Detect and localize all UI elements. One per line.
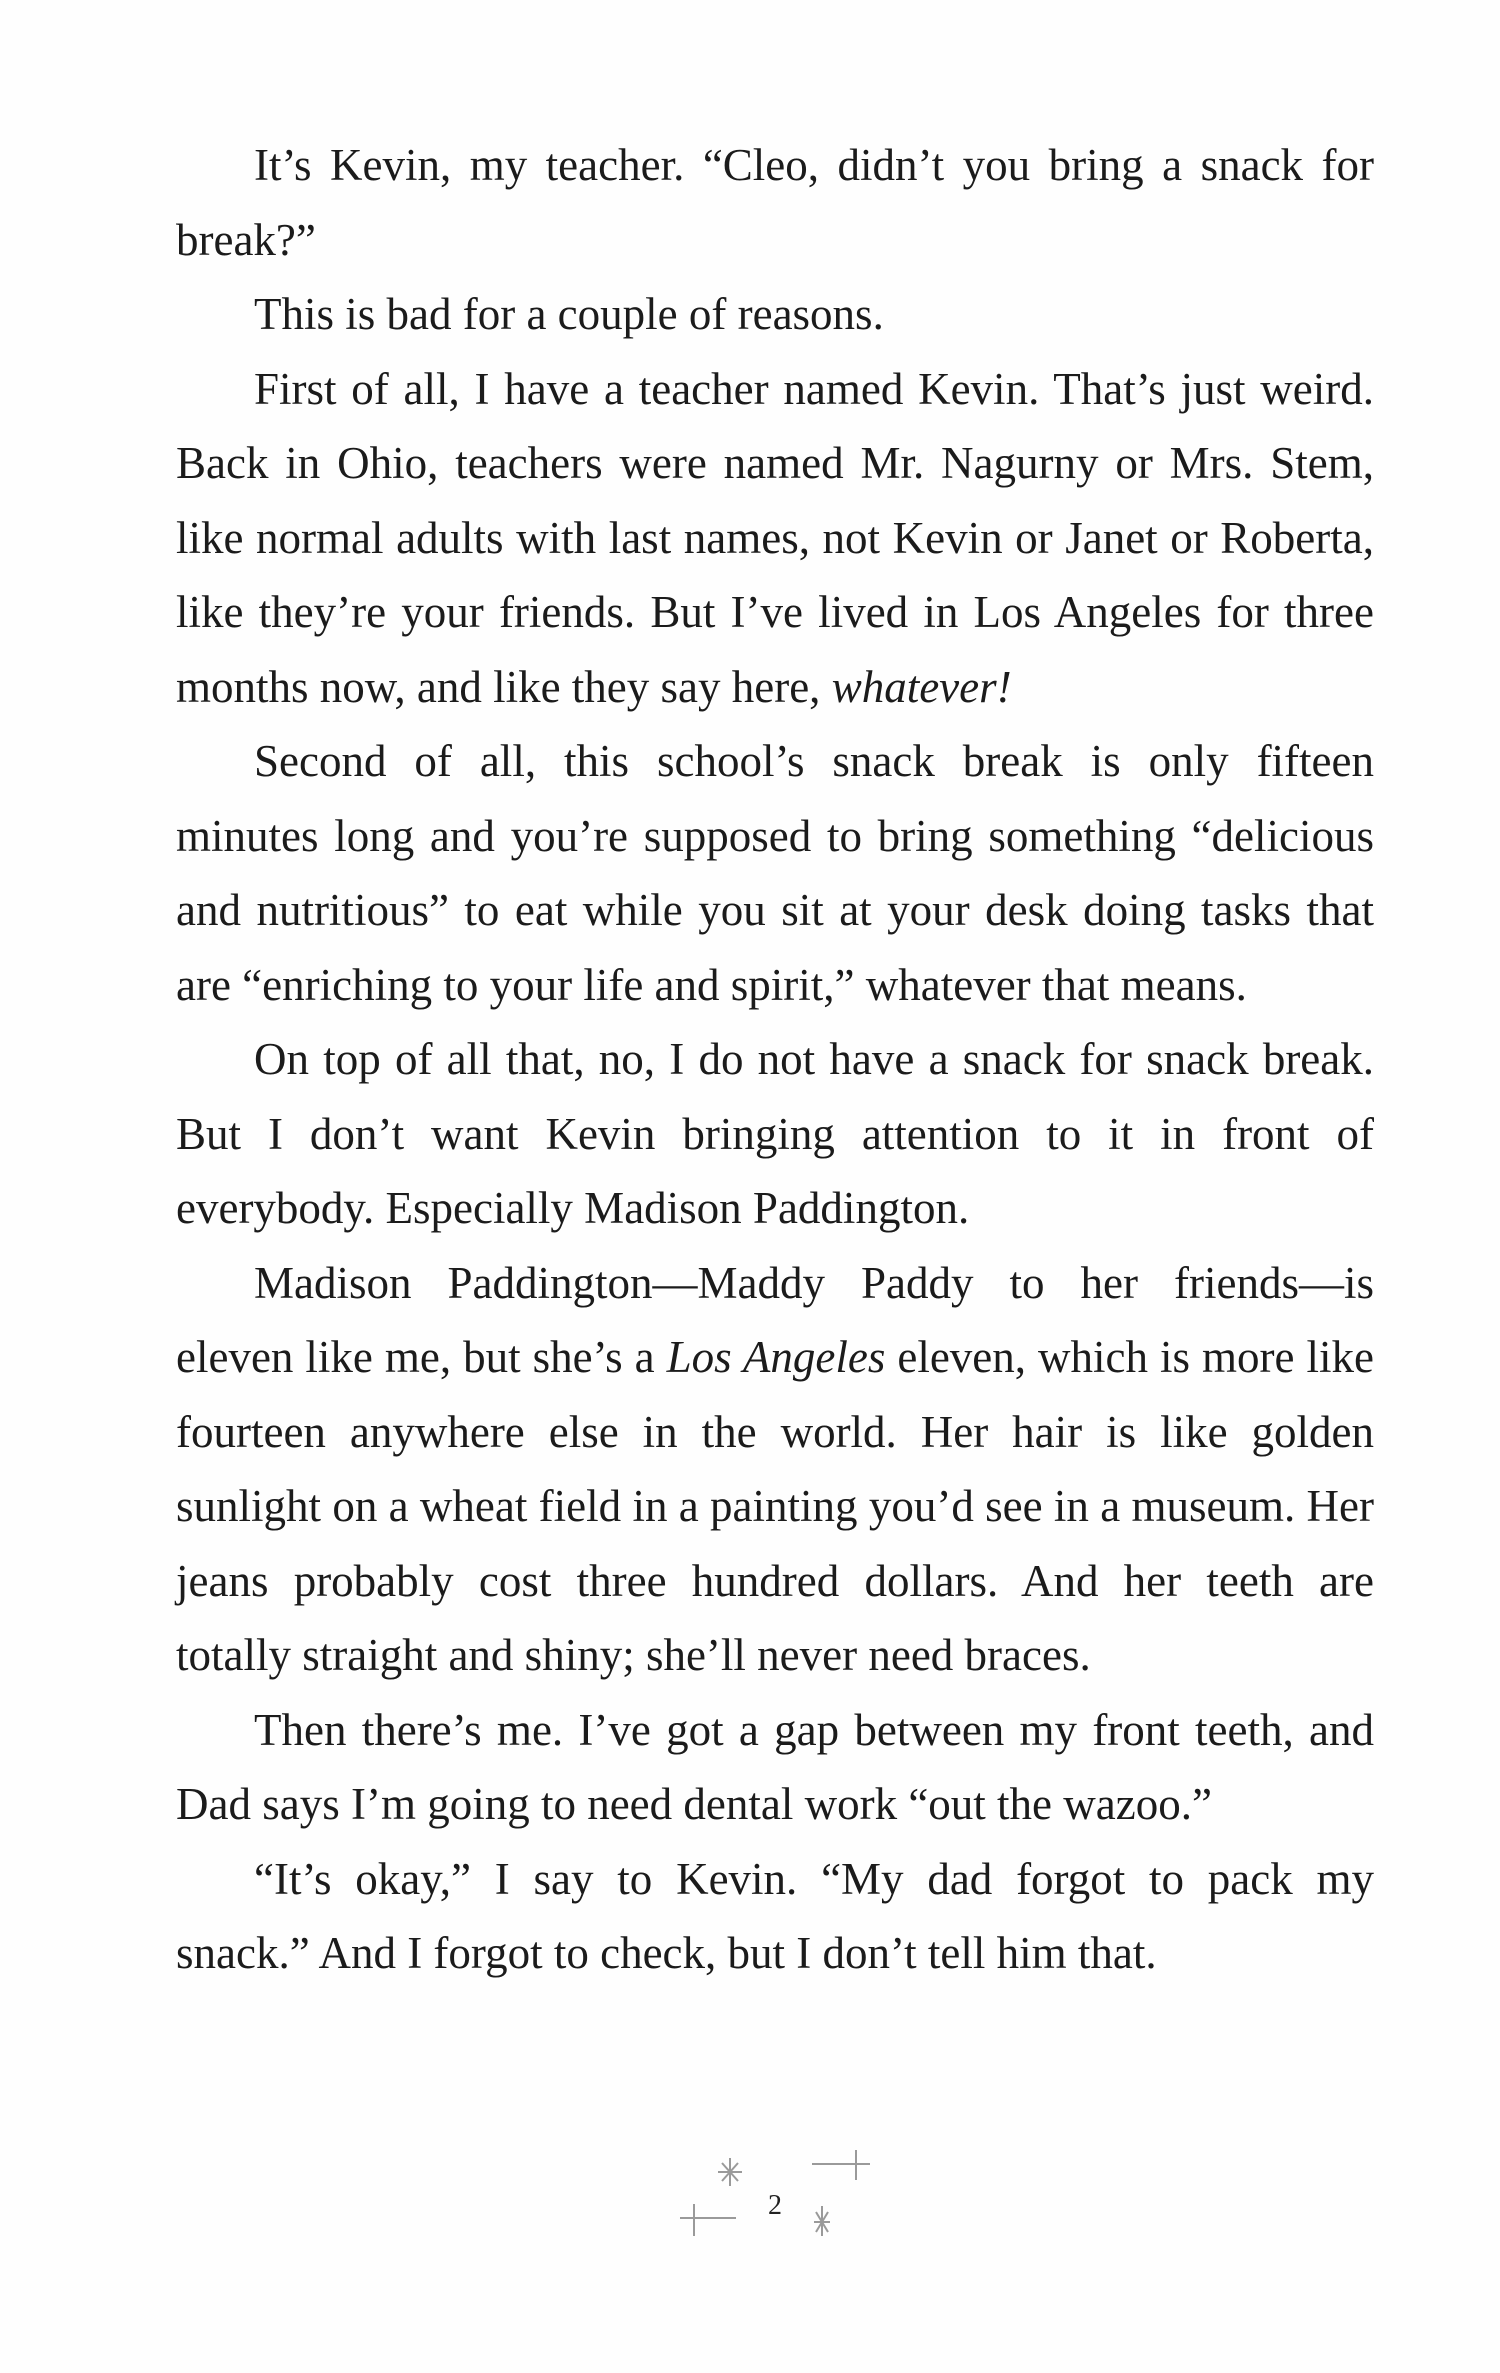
page-number: 2 <box>768 2190 782 2221</box>
body-text <box>176 128 1374 1991</box>
paragraph: On top of all that, no, I do not have a snack for snack break. But I don’t want Kevin bringing attention to it in front of everybody. Especially Madison Paddington. <box>176 1034 1374 1233</box>
paragraph: Then there’s me. I’ve got a gap between my front teeth, and Dad says I’m going to need dental work “out the wazoo.” <box>176 1704 1374 1829</box>
paragraph: “It’s okay,” I say to Kevin. “My dad forgot to pack my snack.” And I forgot to check, but I don’t tell him that. <box>176 1853 1374 1978</box>
paragraph: First of all, I have a teacher named Kevin. That’s just weird. Back in Ohio, teachers were named Mr. Nagurny or Mrs. Stem, like normal adults with last names, not Kevin or Janet or Roberta, like they’re your friends. But I’ve lived in Los Angeles for three months now, and like they say here, whatever! <box>176 363 1374 712</box>
paragraph: Second of all, this school’s snack break is only fifteen minutes long and you’re supposed to bring something “delicious and nutritious” to eat while you sit at your desk doing tasks that are “enriching to your life and spirit,” whatever that means. <box>176 736 1374 1010</box>
paragraph: This is bad for a couple of reasons. <box>254 289 884 339</box>
page-footer <box>650 2140 910 2280</box>
paragraph: It’s Kevin, my teacher. “Cleo, didn’t you bring a snack for break?” <box>176 140 1374 265</box>
paragraph: Madison Paddington—Maddy Paddy to her friends—is eleven like me, but she’s a Los Angeles eleven, which is more like fourteen anywhere else in the world. Her hair is like golden sunlight on a wheat field in a painting you’d see in a museum. Her jeans probably cost three hundred dollars. And her teeth are totally straight and shiny; she’ll never need braces. <box>176 1257 1374 1680</box>
